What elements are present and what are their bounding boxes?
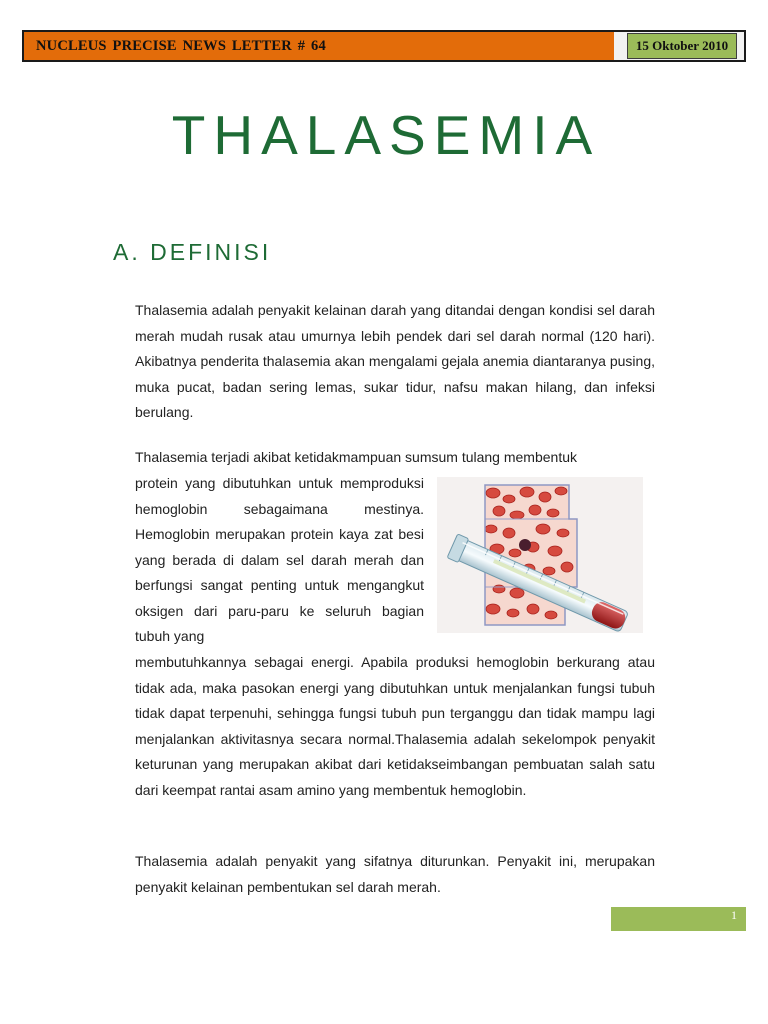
newsletter-date-box bbox=[614, 32, 744, 60]
paragraph-cause-line-1: Thalasemia terjadi akibat ketidakmampuan sumsum tulang membentuk bbox=[135, 449, 577, 465]
blood-test-tube-icon bbox=[437, 477, 643, 633]
newsletter-title: NUCLEUS PRECISE NEWS LETTER # 64 bbox=[24, 32, 614, 60]
newsletter-header bbox=[22, 30, 746, 62]
paragraph-definition: Thalasemia adalah penyakit kelainan darah yang ditandai dengan kondisi sel darah merah mudah rusak atau umurnya lebih pendek dari sel darah normal (120 hari). Akibatnya penderita thalasemia akan mengalami gejala anemia diantaranya pusing, muka pucat, badan sering lemas, sukar tidur, nafsu makan hilang, dan infeksi berulang. bbox=[135, 302, 655, 420]
paragraph-cause-wrapped: protein yang dibutuhkan untuk memproduksi hemoglobin sebagaimana mestinya. Hemoglobin merupakan protein kaya zat besi yang berada di dalam sel darah merah dan berfungsi sangat penting untuk mengangkut oksigen dari paru-paru ke seluruh bagian tubuh yang bbox=[135, 475, 424, 644]
page-number-box bbox=[611, 907, 746, 931]
page-title: THALASEMIA bbox=[171, 104, 601, 166]
paragraph-hereditary: Thalasemia adalah penyakit yang sifatnya diturunkan. Penyakit ini, merupakan penyakit kelainan pembentukan sel darah merah. bbox=[135, 853, 655, 895]
newsletter-date: 15 Oktober 2010 bbox=[627, 33, 737, 59]
paragraph-cause-continued: membutuhkannya sebagai energi. Apabila produksi hemoglobin berkurang atau tidak ada, maka pasokan energi yang dibutuhkan untuk menjalankan fungsi tubuh tidak dapat terpenuhi, sehingga fungsi tubuh pun terganggu dan tidak mampu lagi menjalankan aktivitasnya secara normal.Thalasemia adalah sekelompok penyakit keturunan yang merupakan akibat dari ketidakseimbangan pembuatan salah satu dari keempat rantai asam amino yang membentuk hemoglobin. bbox=[135, 654, 655, 798]
page-number: 1 bbox=[731, 908, 737, 922]
section-heading: A. DEFINISI bbox=[113, 239, 272, 265]
blood-test-tube-image bbox=[437, 477, 643, 633]
